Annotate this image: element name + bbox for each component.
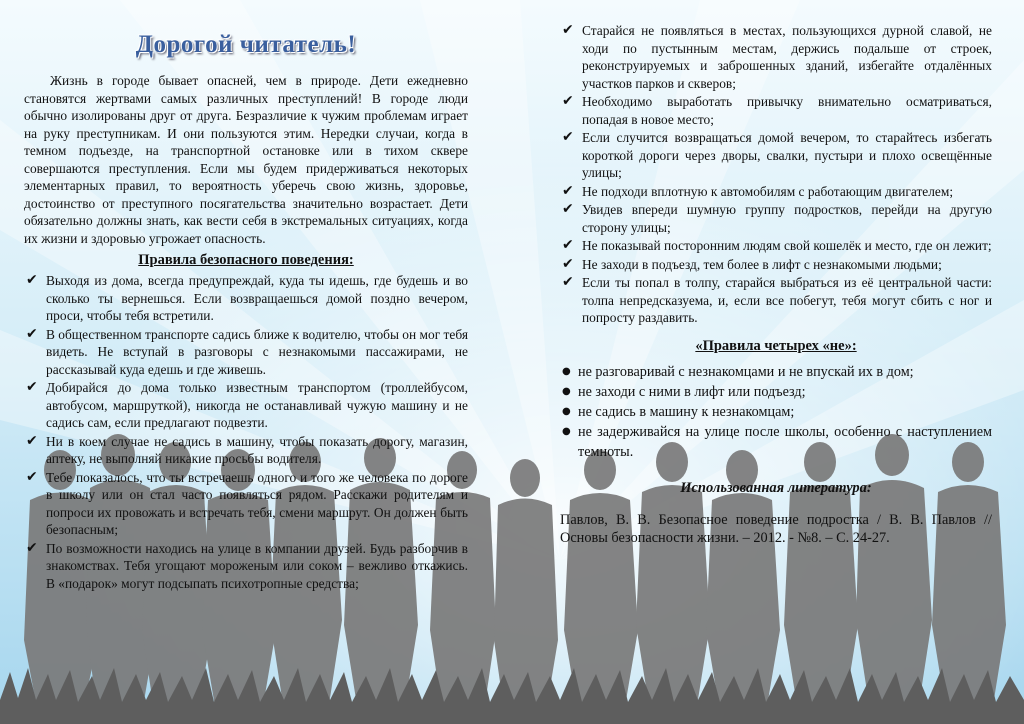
- list-item-text: Не показывай посторонним людям свой кошелёк и место, где он лежит;: [582, 238, 992, 253]
- list-item: [562, 129, 992, 182]
- list-item-text: Не подходи вплотную к автомобилям с работающим двигателем;: [582, 183, 954, 199]
- list-item: [562, 274, 992, 327]
- list-item-text: Увидев впереди шумную группу подростков, перейди на другую сторону улицы;: [582, 202, 992, 235]
- check-mark-icon: ✔: [562, 182, 574, 199]
- list-item: [562, 237, 992, 255]
- check-mark-icon: ✔: [562, 93, 574, 109]
- page-title: Дорогой читатель!: [135, 31, 357, 58]
- list-item: [562, 362, 992, 382]
- list-item: [562, 422, 992, 462]
- check-mark-icon: ✔: [562, 201, 574, 217]
- list-item: [26, 379, 468, 432]
- list-item-text: Старайся не появляться в местах, пользующихся дурной славой, не ходи по пустынным местам, держись подальше от строек, реконструируемых и заброшенных зданий, избегайте отдалённых участков парков и скверов;: [582, 23, 992, 91]
- list-item-text: По возможности находись на улице в компании друзей. Будь разборчив в знакомствах. Тебя угощают мороженым или соком – вежливо откажись. В «подарок» могут подсыпать психотропные средства;: [46, 540, 468, 591]
- bullet-dot-icon: ●: [562, 365, 571, 377]
- right-column: [560, 22, 992, 547]
- list-item-text: Не заходи в подъезд, тем более в лифт с незнакомыми людьми;: [582, 256, 942, 272]
- list-item-text: не заходи с ними в лифт или подъезд;: [578, 383, 806, 400]
- bullet-dot-icon: ●: [562, 425, 571, 437]
- list-item-text: Ни в коем случае не садись в машину, чтобы показать дорогу, магазин, аптеку, не выполняй никакие просьбы водителя.: [46, 433, 468, 466]
- check-mark-icon: ✔: [562, 237, 574, 253]
- rules-list-left: [24, 272, 468, 592]
- list-item-text: Выходя из дома, всегда предупреждай, куда ты идешь, где будешь и во сколько ты вернешься. Если возвращаешься домой поздно вечером, проси, чтобы тебя встретили.: [46, 273, 468, 323]
- list-item-text: не садись в машину к незнакомцам;: [578, 403, 795, 420]
- check-mark-icon: ✔: [26, 539, 38, 556]
- check-mark-icon: ✔: [562, 274, 574, 290]
- check-mark-icon: ✔: [562, 129, 574, 145]
- check-mark-icon: ✔: [26, 379, 38, 395]
- list-item: [26, 325, 468, 379]
- list-item: [26, 432, 468, 468]
- list-item-text: не задерживайся на улице после школы, особенно с наступлением темноты.: [578, 423, 992, 460]
- bullet-dot-icon: ●: [562, 385, 571, 397]
- list-item: [562, 22, 992, 92]
- intro-paragraph: Жизнь в городе бывает опасней, чем в природе. Дети ежедневно становятся жертвами самых различных преступлений! В городе люди обычно изолированы друг от друга. Безразличие к чужим проблемам играет на руку преступникам. И они пользуются этим. Нередки случаи, когда в темном подъезде, на транспортной остановке или в тихом сквере совершаются преступления. Если мы будем придерживаться некоторых элементарных правил, то вероятность уберечь свою жизнь, здоровье, достоинство от преступного посягательства значительно возрастает. Дети обязательно должны знать, как вести себя в экстремальных ситуациях, когда их жизни и здоровью угрожает опасность.: [24, 73, 468, 246]
- list-item-text: Если случится возвращаться домой вечером, то старайтесь избегать короткой дороги через дворы, свалки, пустыри и плохо освещённые улицы;: [582, 130, 992, 180]
- rules-list-right: [560, 22, 992, 327]
- list-item-text: В общественном транспорте садись ближе к водителю, чтобы он мог тебя видеть. Не вступай в разговоры с незнакомыми пассажирами, не рассказывай куда едешь и где живешь.: [46, 326, 468, 377]
- list-item: [562, 255, 992, 274]
- four-no-list: [560, 362, 992, 462]
- list-item: [562, 182, 992, 201]
- list-item: [562, 402, 992, 422]
- check-mark-icon: ✔: [26, 468, 38, 485]
- check-mark-icon: ✔: [562, 255, 574, 272]
- list-item-text: Тебе показалось, что ты встречаешь одного и того же человека по дороге в школу или он стал часто появляться рядом. Расскажи родителям и попроси их провожать и встречать тебя, смени маршрут. Он должен быть безопасным;: [46, 469, 468, 537]
- bullet-dot-icon: ●: [562, 405, 571, 417]
- check-mark-icon: ✔: [562, 22, 574, 38]
- list-item-text: Если ты попал в толпу, старайся выбраться из её центральной части: толпа непредсказуема, и, если все побегут, тебя могут сбить с ног и попросту раздавить.: [582, 275, 992, 325]
- check-mark-icon: ✔: [26, 432, 38, 449]
- literature-heading: Использованная литература:: [680, 479, 872, 496]
- list-item: [562, 382, 992, 402]
- list-item: [26, 539, 468, 593]
- list-item: [562, 201, 992, 236]
- list-item-text: Добирайся до дома только известным транспортом (троллейбусом, автобусом, маршруткой), никогда не останавливай чужую машину и не садись сам, если предлагают подвезти.: [46, 380, 468, 430]
- list-item: [26, 272, 468, 325]
- check-mark-icon: ✔: [26, 272, 38, 288]
- four-no-heading: «Правила четырех «не»:: [695, 337, 857, 354]
- literature-reference: Павлов, В. В. Безопасное поведение подростка / В. В. Павлов // Основы безопасности жизни. – 2012. - №8. – С. 24-27.: [560, 512, 992, 546]
- list-item: [562, 93, 992, 128]
- check-mark-icon: ✔: [26, 325, 38, 342]
- list-item-text: не разговаривай с незнакомцами и не впускай их в дом;: [578, 363, 914, 380]
- rules-heading: Правила безопасного поведения:: [138, 252, 354, 268]
- list-item: [26, 468, 468, 539]
- left-column: [24, 30, 468, 593]
- list-item-text: Необходимо выработать привычку внимательно осматриваться, попадая в новое место;: [582, 94, 992, 127]
